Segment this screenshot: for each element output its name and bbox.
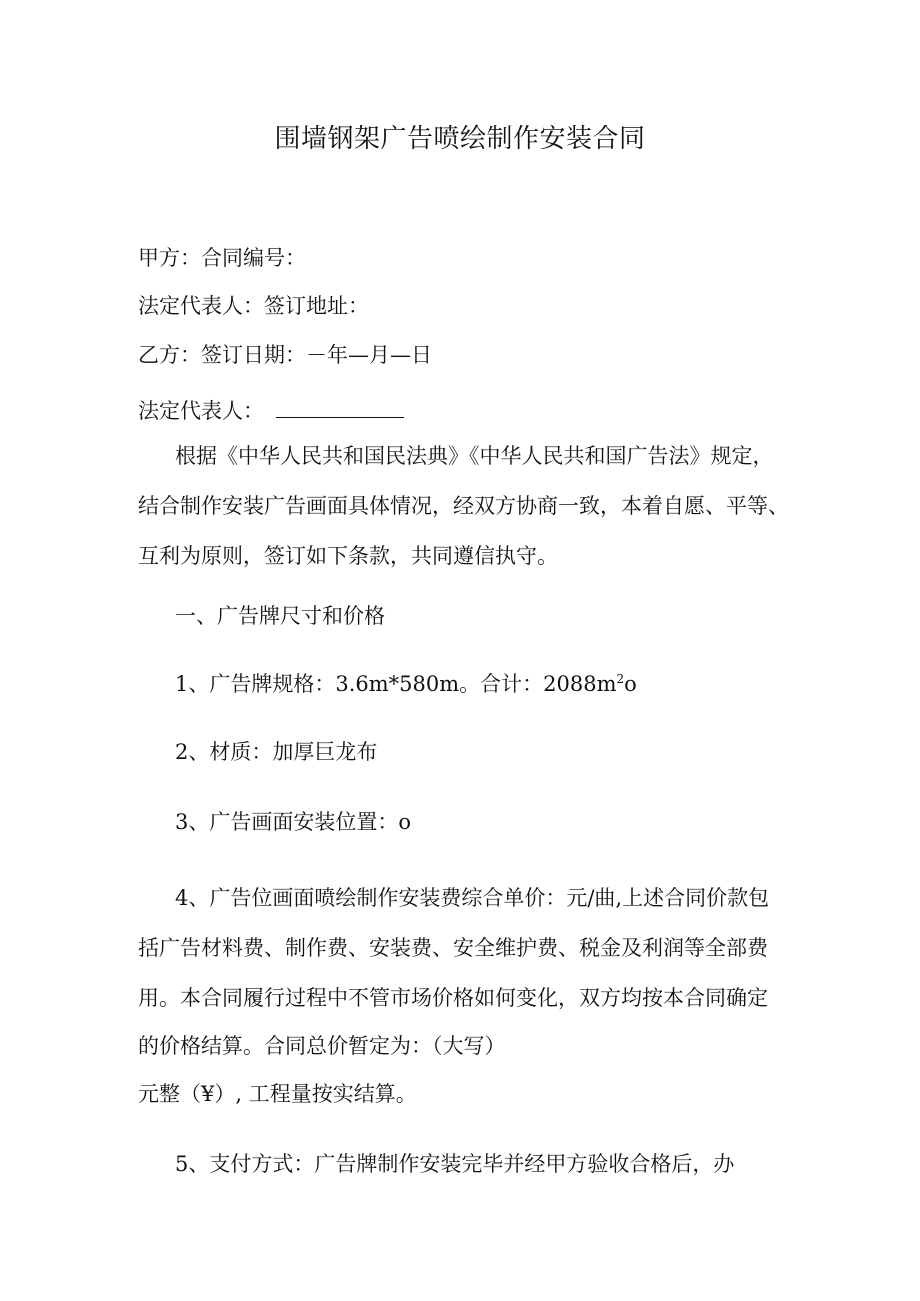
party-b-line: 乙方：签订日期：－年—月—日	[138, 343, 432, 367]
preamble-line-3: 互利为原则，签订如下条款，共同遵信执守。	[138, 544, 558, 568]
item-5: 5、支付方式：广告牌制作安装完毕并经甲方验收合格后，办	[175, 1152, 735, 1176]
item-1-suffix: o	[624, 672, 637, 696]
party-a-line: 甲方：合同编号：	[138, 246, 306, 270]
signature-blank[interactable]	[276, 405, 404, 418]
item-2: 2、材质：加厚巨龙布	[175, 740, 378, 764]
preamble-line-2: 结合制作安装广告画面具体情况，经双方协商一致，本着自愿、平等、	[138, 494, 789, 518]
item-4-line-1: 4、广告位画面喷绘制作安装费综合单价：元/曲,上述合同价款包	[175, 886, 770, 910]
section-1-heading: 一、广告牌尺寸和价格	[175, 604, 385, 628]
item-4-line-5: 元整（¥）, 工程量按实结算。	[138, 1082, 417, 1106]
item-1-superscript: 2	[616, 672, 625, 686]
item-4-line-4: 的价格结算。合同总价暂定为：（大写）	[138, 1034, 506, 1058]
legal-rep-line-1: 法定代表人：签订地址：	[138, 294, 369, 318]
legal-rep-line-2	[138, 395, 404, 425]
item-3: 3、广告画面安装位置：o	[175, 810, 412, 834]
preamble-line-1: 根据《中华人民共和国民法典》《中华人民共和国广告法》规定，	[175, 444, 774, 468]
document-title: 围墙钢架广告喷绘制作安装合同	[274, 124, 646, 154]
item-1	[175, 668, 637, 698]
legal-rep-label: 法定代表人：	[138, 399, 264, 423]
item-4-line-3: 用。本合同履行过程中不管市场价格如何变化，双方均按本合同确定	[138, 986, 768, 1010]
item-1-text: 1、广告牌规格：3.6m*580m。合计：2088m	[175, 672, 617, 696]
item-4-line-2: 括广告材料费、制作费、安装费、安全维护费、税金及利润等全部费	[138, 936, 768, 960]
